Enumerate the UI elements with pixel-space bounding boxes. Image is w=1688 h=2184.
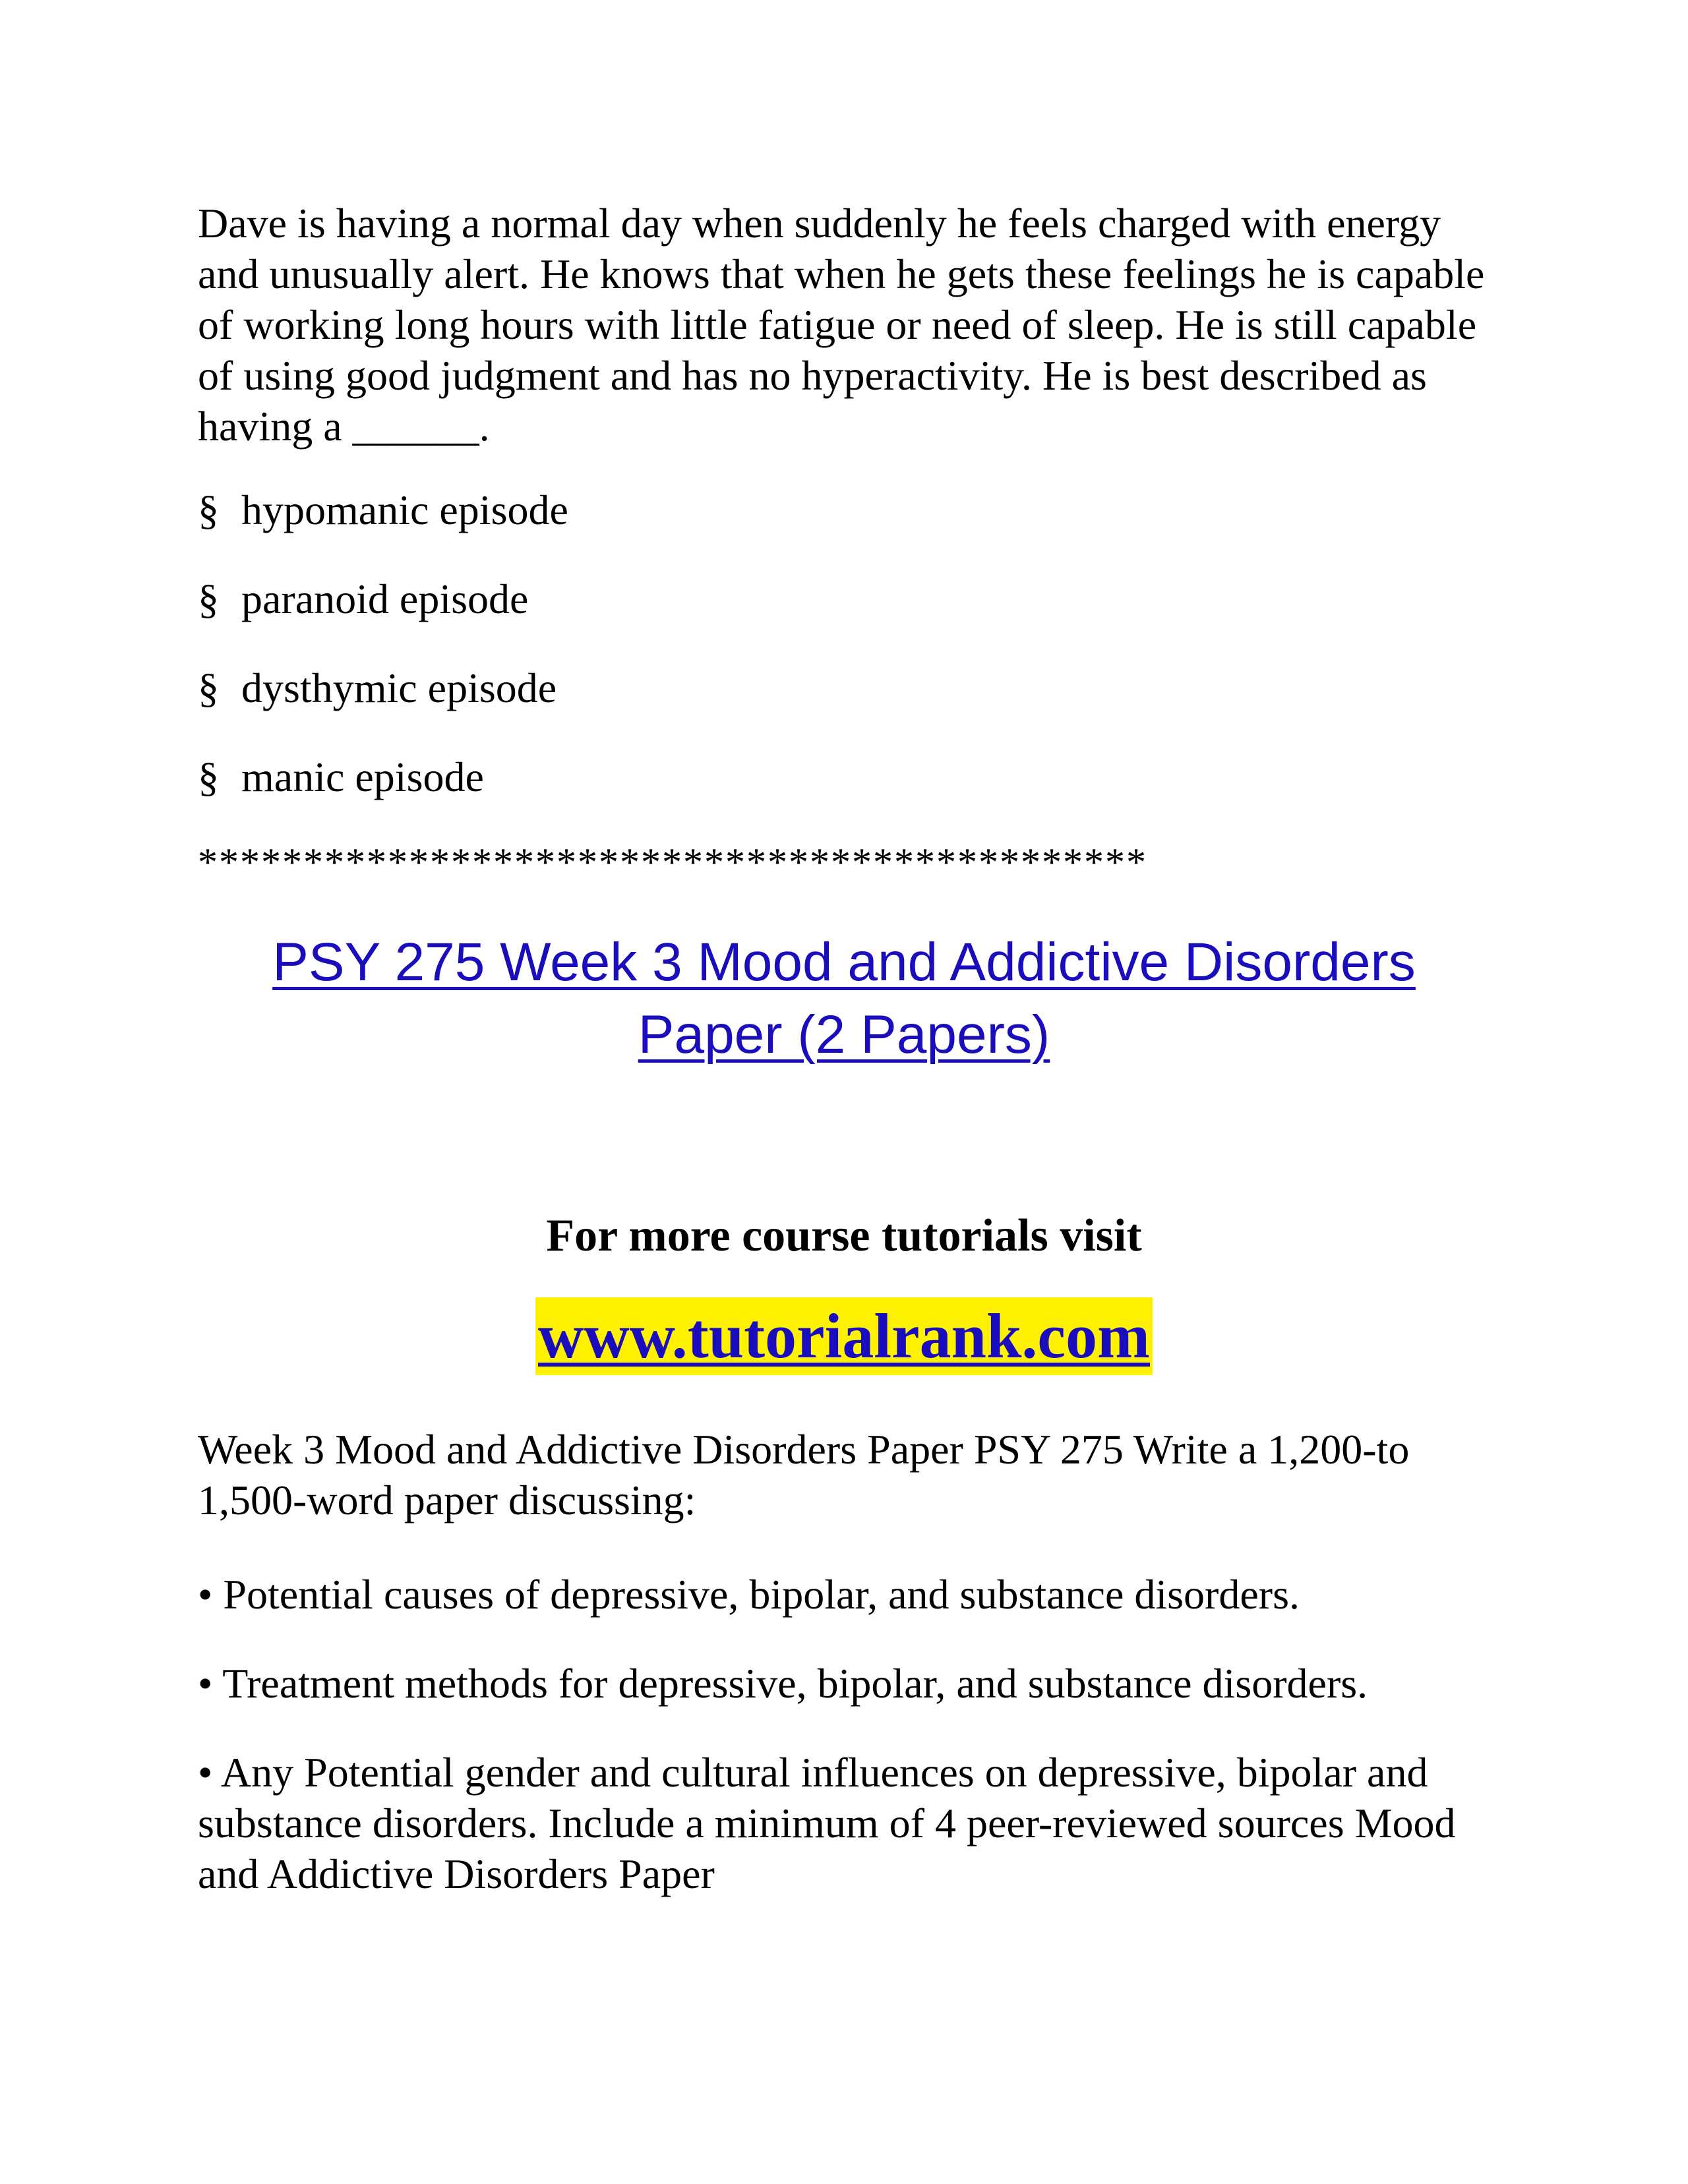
course-title-line-2[interactable]: Paper (2 Papers) xyxy=(638,1005,1050,1065)
section-sign-marker: § xyxy=(198,576,219,622)
answer-option-label: dysthymic episode xyxy=(241,664,557,711)
answer-option xyxy=(198,574,1503,663)
assignment-description: Week 3 Mood and Addictive Disorders Paper PSY 275 Write a 1,200-to 1,500-word paper discussing: xyxy=(198,1426,1410,1523)
course-title-line-1[interactable]: PSY 275 Week 3 Mood and Addictive Disorders xyxy=(272,932,1416,992)
asterisk-separator: ********************************************* xyxy=(198,841,1147,884)
section-sign-marker: § xyxy=(198,487,219,533)
promo-text: For more course tutorials visit xyxy=(546,1210,1142,1261)
answer-options-list xyxy=(198,485,1503,841)
answer-option-label: paranoid episode xyxy=(241,576,529,622)
bullet-item: • Potential causes of depressive, bipolar, and substance disorders. xyxy=(198,1571,1300,1618)
question-text: Dave is having a normal day when suddenly he feels charged with energy and unusually alert. He knows that when he gets these feelings he is capable of working long hours with little fatigue or need of sleep. He is still capable of using good judgment and has no hyperactivity. He is best described as having a ______. xyxy=(198,200,1485,450)
answer-option xyxy=(198,485,1503,574)
answer-option-label: hypomanic episode xyxy=(241,487,568,533)
answer-option xyxy=(198,663,1503,752)
course-title-link[interactable] xyxy=(0,926,1688,1071)
website-link[interactable]: www.tutorialrank.com xyxy=(535,1297,1153,1375)
bullet-item: • Any Potential gender and cultural influences on depressive, bipolar and substance disorders. Include a minimum of 4 peer-reviewed sources Mood and Addictive Disorders Paper xyxy=(198,1749,1456,1897)
section-sign-marker: § xyxy=(198,664,219,711)
answer-option xyxy=(198,752,1503,841)
answer-option-label: manic episode xyxy=(241,753,484,800)
section-sign-marker: § xyxy=(198,753,219,800)
bullet-item: • Treatment methods for depressive, bipolar, and substance disorders. xyxy=(198,1660,1368,1707)
website-link-wrapper xyxy=(0,1297,1688,1375)
